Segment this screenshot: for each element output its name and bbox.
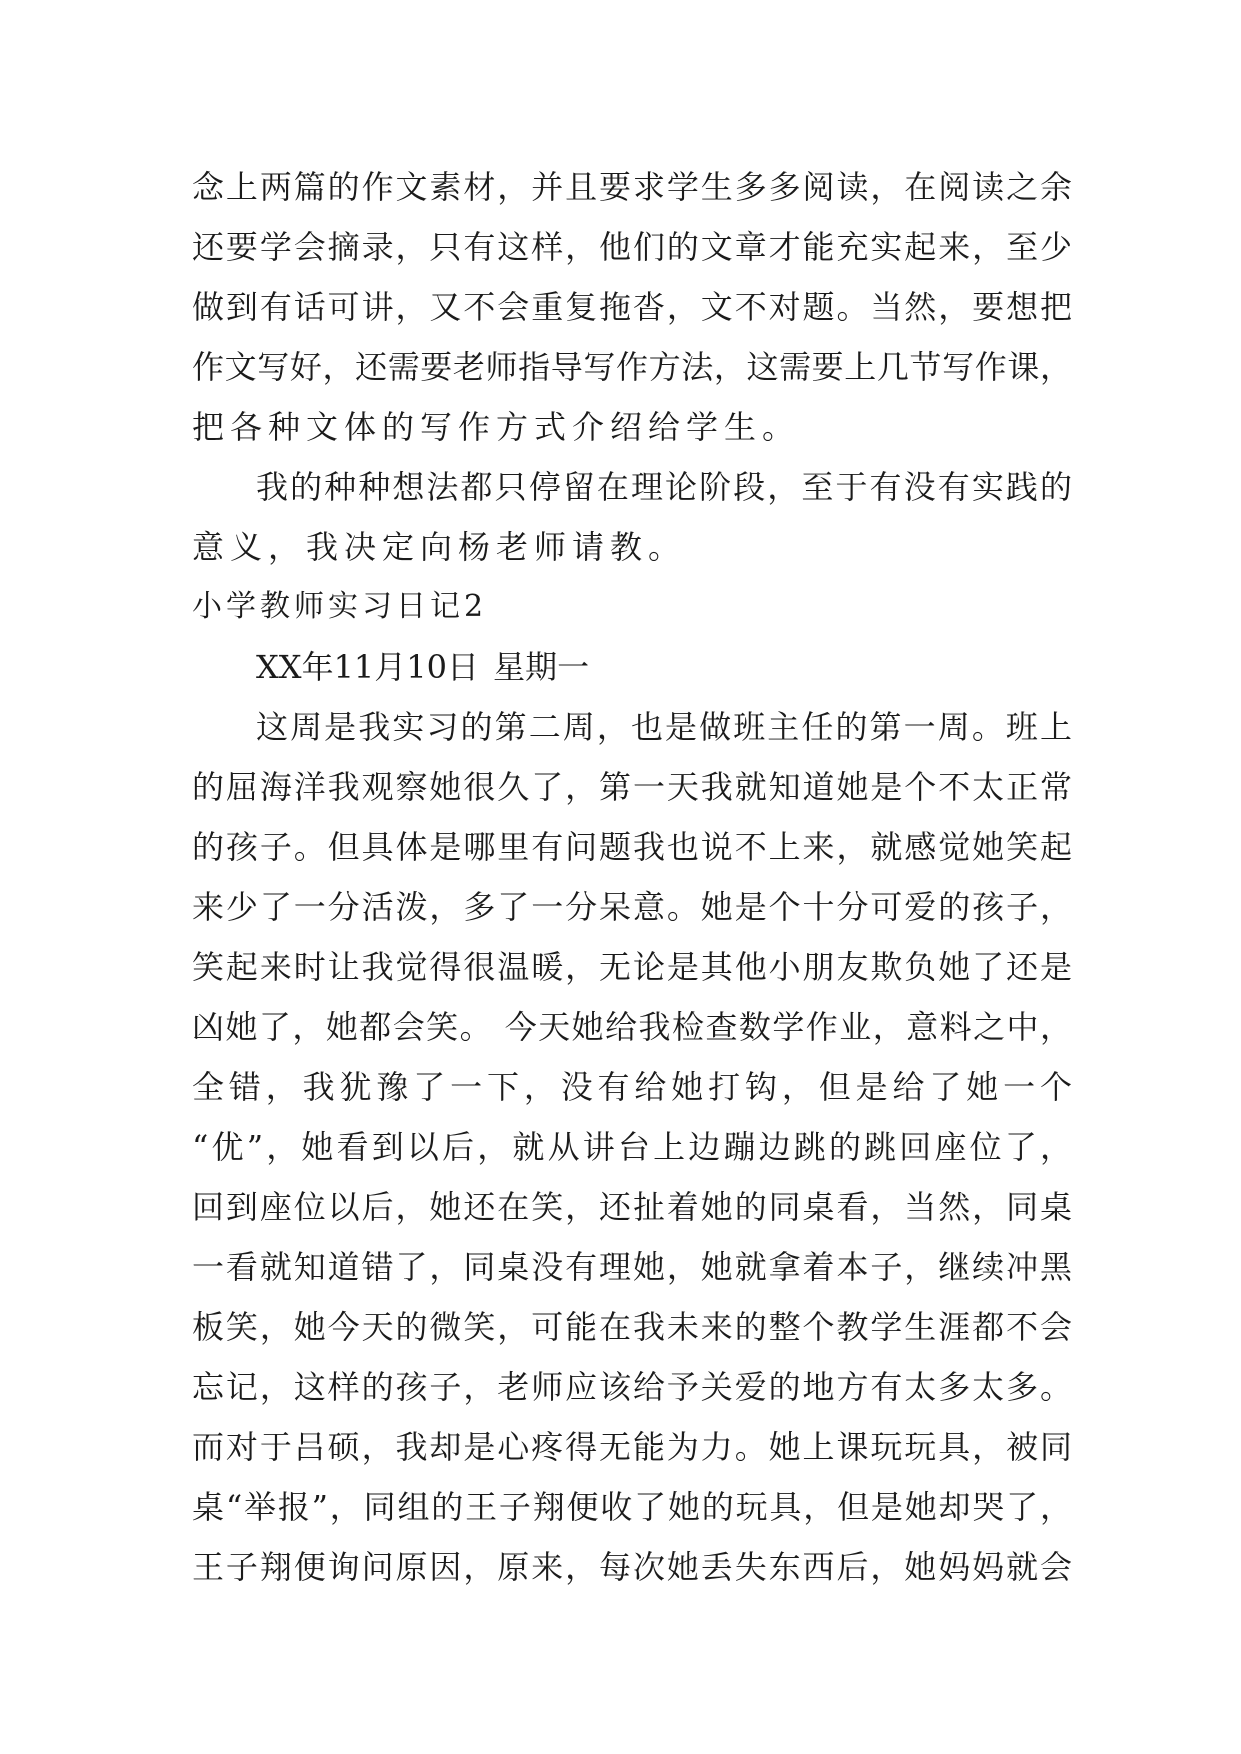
paragraph-start-line: 我的种种想法都只停留在理论阶段，至于有没有实践的 bbox=[256, 468, 1072, 506]
text-line: “优”，她看到以后，就从讲台上边蹦边跳的跳回座位了， bbox=[192, 1128, 1072, 1166]
text-line: 做到有话可讲，又不会重复拖沓，文不对题。当然，要想把 bbox=[192, 288, 1072, 326]
text-line: 念上两篇的作文素材，并且要求学生多多阅读，在阅读之余 bbox=[192, 168, 1072, 206]
text-line: 作文写好，还需要老师指导写作方法，这需要上几节写作课， bbox=[192, 348, 1072, 386]
text-line: 的孩子。但具体是哪里有问题我也说不上来，就感觉她笑起 bbox=[192, 828, 1072, 866]
paragraph-start-line: 这周是我实习的第二周，也是做班主任的第一周。班上 bbox=[256, 708, 1072, 746]
diary-date: XX年11月10日 星期一 bbox=[256, 648, 590, 686]
text-line: 笑起来时让我觉得很温暖，无论是其他小朋友欺负她了还是 bbox=[192, 948, 1072, 986]
text-line: 而对于吕硕，我却是心疼得无能为力。她上课玩玩具，被同 bbox=[192, 1428, 1072, 1466]
text-line: 王子翔便询问原因，原来，每次她丢失东西后，她妈妈就会 bbox=[192, 1548, 1072, 1586]
text-line: 的屈海洋我观察她很久了，第一天我就知道她是个不太正常 bbox=[192, 768, 1072, 806]
text-line: 来少了一分活泼，多了一分呆意。她是个十分可爱的孩子， bbox=[192, 888, 1072, 926]
text-line: 一看就知道错了，同桌没有理她，她就拿着本子，继续冲黑 bbox=[192, 1248, 1072, 1286]
text-line: 凶她了，她都会笑。 今天她给我检查数学作业，意料之中， bbox=[192, 1008, 1072, 1046]
text-line: 板笑，她今天的微笑，可能在我未来的整个教学生涯都不会 bbox=[192, 1308, 1072, 1346]
text-line: 还要学会摘录，只有这样，他们的文章才能充实起来，至少 bbox=[192, 228, 1072, 266]
text-line: 忘记，这样的孩子，老师应该给予关爱的地方有太多太多。 bbox=[192, 1368, 1072, 1406]
text-line: 全错，我犹豫了一下，没有给她打钩，但是给了她一个 bbox=[192, 1068, 1072, 1106]
text-line: 回到座位以后，她还在笑，还扯着她的同桌看，当然，同桌 bbox=[192, 1188, 1072, 1226]
text-line: 意义，我决定向杨老师请教。 bbox=[192, 528, 687, 566]
text-line: 把各种文体的写作方式介绍给学生。 bbox=[192, 408, 801, 446]
text-line: 桌“举报”，同组的王子翔便收了她的玩具，但是她却哭了， bbox=[192, 1488, 1072, 1526]
section-heading: 小学教师实习日记2 bbox=[192, 589, 488, 624]
